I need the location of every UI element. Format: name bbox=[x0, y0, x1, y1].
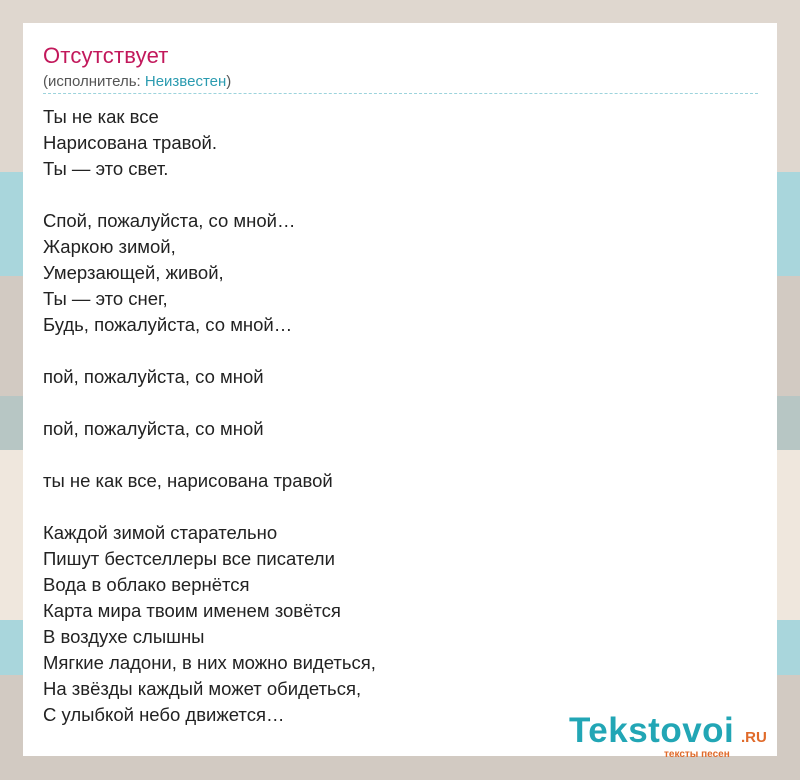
lyrics-blank-line bbox=[43, 338, 743, 364]
lyrics-card bbox=[23, 23, 777, 756]
artist-line bbox=[43, 73, 231, 90]
lyrics-line: Спой, пожалуйста, со мной… bbox=[43, 210, 296, 231]
lyrics-line: Карта мира твоим именем зовётся bbox=[43, 600, 341, 621]
song-title: Отсутствует bbox=[43, 43, 169, 68]
lyrics-blank-line bbox=[43, 442, 743, 468]
logo-tld: .RU bbox=[741, 729, 767, 746]
lyrics-line: Ты — это снег, bbox=[43, 288, 168, 309]
lyrics-line: В воздухе слышны bbox=[43, 626, 205, 647]
lyrics-line: Умерзающей, живой, bbox=[43, 262, 224, 283]
lyrics-line: С улыбкой небо движется… bbox=[43, 704, 285, 725]
lyrics-line: Мягкие ладони, в них можно видеться, bbox=[43, 652, 376, 673]
lyrics-line: Будь, пожалуйста, со мной… bbox=[43, 314, 293, 335]
lyrics-line: На звёзды каждый может обидеться, bbox=[43, 678, 362, 699]
lyrics-text bbox=[43, 104, 743, 728]
artist-prefix: (исполнитель: bbox=[43, 73, 145, 90]
logo-subtitle: тексты песен bbox=[664, 749, 730, 760]
artist-suffix: ) bbox=[226, 73, 232, 90]
lyrics-blank-line bbox=[43, 390, 743, 416]
artist-link[interactable]: Неизвестен bbox=[144, 73, 227, 90]
lyrics-line: Ты не как все bbox=[43, 106, 159, 127]
lyrics-line: Нарисована травой. bbox=[43, 132, 218, 153]
lyrics-line: Жаркою зимой, bbox=[43, 236, 176, 257]
lyrics-line: пой, пожалуйста, со мной bbox=[43, 418, 264, 439]
site-logo[interactable] bbox=[569, 711, 779, 767]
lyrics-line: Каждой зимой старательно bbox=[43, 522, 278, 543]
lyrics-blank-line bbox=[43, 494, 743, 520]
logo-wordmark: Tekstovoi bbox=[569, 711, 735, 750]
lyrics-line: Пишут бестселлеры все писатели bbox=[43, 548, 335, 569]
title-divider bbox=[43, 93, 758, 94]
lyrics-blank-line bbox=[43, 182, 743, 208]
lyrics-line: Вода в облако вернётся bbox=[43, 574, 250, 595]
lyrics-line: ты не как все, нарисована травой bbox=[43, 470, 333, 491]
lyrics-line: пой, пожалуйста, со мной bbox=[43, 366, 264, 387]
lyrics-line: Ты — это свет. bbox=[43, 158, 169, 179]
